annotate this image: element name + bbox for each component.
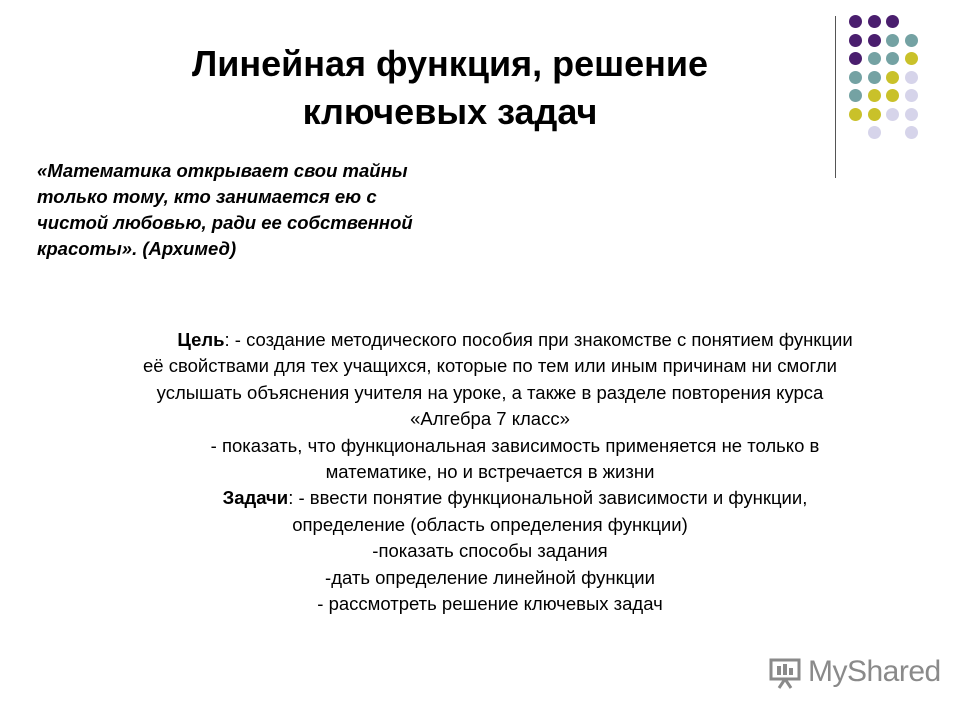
slide-title	[60, 40, 840, 136]
quote-line-2: только тому, кто занимается ею с	[37, 186, 377, 207]
tasks-line-3: -показать способы задания	[372, 540, 608, 562]
decorative-dot	[905, 34, 918, 47]
tasks-line-5: - рассмотреть решение ключевых задач	[317, 593, 663, 615]
decorative-dot	[886, 71, 899, 84]
decorative-dot	[868, 89, 881, 102]
quote-line-3: чистой любовью, ради ее собственной	[37, 212, 413, 233]
decorative-dot	[886, 89, 899, 102]
watermark-logo	[768, 654, 941, 694]
decorative-dot	[868, 34, 881, 47]
decorative-dot	[849, 15, 862, 28]
quote-line-4: красоты». (Архимед)	[37, 238, 237, 259]
decorative-dot	[905, 52, 918, 65]
decorative-dot	[868, 126, 881, 139]
goal-line-3: услышать объяснения учителя на уроке, а также в разделе повторения курса	[156, 381, 824, 403]
decorative-dot	[868, 71, 881, 84]
goal-line-2: её свойствами для тех учащихся, которые по тем или иным причинам ни смогли	[143, 355, 837, 377]
goal-line-5: - показать, что функциональная зависимость применяется не только в	[210, 434, 820, 456]
tasks-line-2: определение (область определения функции)	[292, 513, 688, 535]
goal-line-1	[20, 327, 960, 353]
decorative-dot	[905, 108, 918, 121]
title-line-1: Линейная функция, решение	[191, 43, 709, 84]
slide-body	[20, 327, 960, 617]
decorative-dot	[849, 71, 862, 84]
goal-text: : - создание методического пособия при знакомстве с понятием функции	[224, 329, 853, 350]
goal-label: Цель	[177, 329, 225, 350]
epigraph-quote	[37, 158, 557, 262]
title-line-2: ключевых задач	[302, 91, 598, 132]
decorative-dot	[849, 89, 862, 102]
decorative-dot	[868, 108, 881, 121]
decorative-dot	[868, 15, 881, 28]
tasks-label: Задачи	[222, 487, 289, 509]
decorative-dot	[849, 108, 862, 121]
decorative-dot	[886, 34, 899, 47]
decorative-dot	[849, 52, 862, 65]
tasks-line-1	[20, 485, 960, 511]
decorative-dot	[886, 52, 899, 65]
goal-line-6: математике, но и встречается в жизни	[325, 461, 655, 483]
decorative-dot	[905, 89, 918, 102]
tasks-line-4: -дать определение линейной функции	[325, 566, 655, 588]
decorative-dot	[905, 71, 918, 84]
decorative-divider	[835, 16, 836, 178]
goal-line-4: «Алгебра 7 класс»	[410, 408, 570, 430]
presentation-board-icon	[768, 657, 804, 689]
quote-line-1: «Математика открывает свои тайны	[37, 160, 408, 181]
decorative-dot	[849, 34, 862, 47]
decorative-dot	[886, 15, 899, 28]
decorative-dot	[905, 126, 918, 139]
tasks-text: : - ввести понятие функциональной зависимости и функции,	[288, 487, 808, 509]
decorative-dot	[886, 108, 899, 121]
decorative-dot	[868, 52, 881, 65]
watermark-text: MyShared	[808, 655, 941, 688]
